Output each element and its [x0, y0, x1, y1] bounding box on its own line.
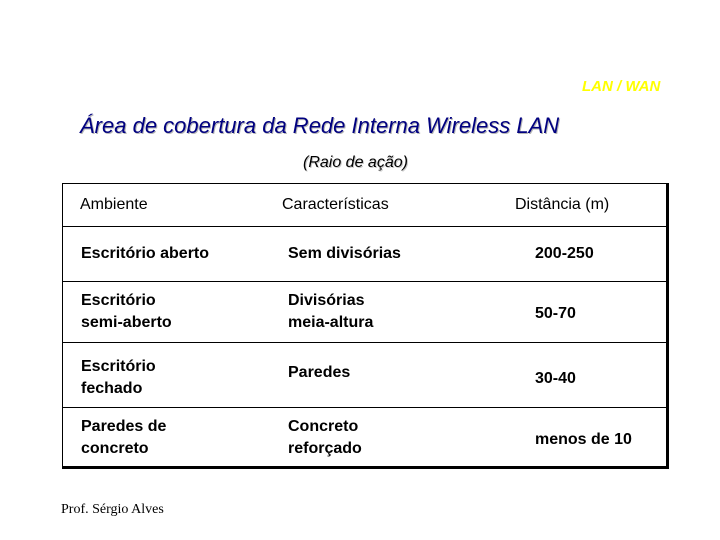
table-cell-ambiente: Paredes de concreto [81, 418, 167, 457]
header-divider [63, 226, 666, 227]
table-header-row [63, 184, 666, 227]
table-cell-ambiente: Escritório aberto [81, 245, 210, 262]
table-cell-distancia: menos de 10 [535, 431, 632, 448]
row-divider [63, 342, 666, 343]
row-divider [63, 281, 666, 282]
table-cell-caracteristicas: Concreto reforçado [288, 418, 362, 457]
column-header-caracteristicas: Características [282, 196, 389, 213]
table-cell-caracteristicas: Divisórias meia-altura [288, 292, 374, 331]
table-cell-distancia: 50-70 [535, 305, 576, 322]
table-cell-distancia: 30-40 [535, 370, 576, 387]
slide-title: Área de cobertura da Rede Interna Wireless LAN [80, 113, 560, 138]
table-cell-ambiente: Escritório fechado [81, 358, 156, 397]
table-cell-distancia: 200-250 [535, 245, 594, 262]
column-header-distancia: Distância (m) [515, 196, 610, 213]
table-cell-caracteristicas: Sem divisórias [288, 245, 401, 262]
coverage-table [62, 183, 669, 469]
header-tag: LAN / WAN [582, 78, 661, 95]
table-cell-ambiente: Escritório semi-aberto [81, 292, 172, 331]
slide-subtitle: (Raio de ação) [303, 154, 408, 171]
footer-author: Prof. Sérgio Alves [61, 502, 164, 517]
row-divider [63, 407, 666, 408]
column-header-ambiente: Ambiente [80, 196, 148, 213]
table-cell-caracteristicas: Paredes [288, 364, 351, 381]
